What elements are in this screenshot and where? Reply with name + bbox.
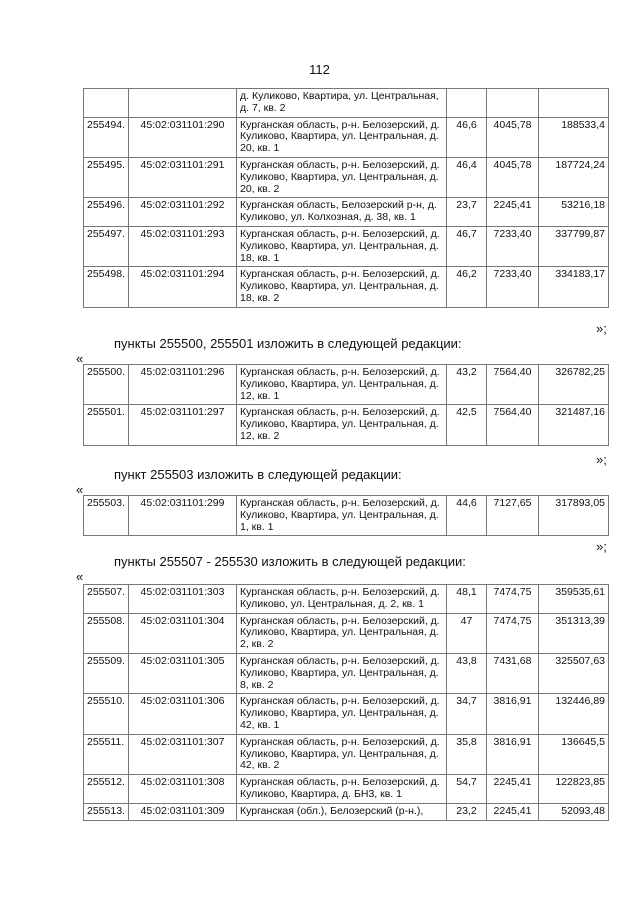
row-number-cell: 255496.: [84, 198, 129, 227]
unit-price-cell: 4045,78: [487, 117, 539, 157]
row-number-cell: [84, 89, 129, 118]
table-row: [84, 267, 609, 307]
address-cell: д. Куликово, Квартира, ул. Центральная, д. 7, кв. 2: [237, 89, 447, 118]
area-cell: 46,7: [447, 226, 487, 266]
row-number-cell: 255501.: [84, 405, 129, 445]
address-cell: Курганская область, р-н. Белозерский, д. Куликово, Квартира, ул. Центральная, д. 20, кв. 1: [237, 117, 447, 157]
address-cell: Курганская область, р-н. Белозерский, д. Куликово, Квартира, ул. Центральная, д. 1, кв. 1: [237, 496, 447, 536]
cadastral-number-cell: 45:02:031101:308: [129, 775, 237, 804]
area-cell: 46,2: [447, 267, 487, 307]
address-cell: Курганская область, р-н. Белозерский, д. Куликово, Квартира, д. БН3, кв. 1: [237, 775, 447, 804]
page-number: 112: [309, 62, 330, 77]
row-number-cell: 255512.: [84, 775, 129, 804]
cadastral-value-cell: 351313,39: [539, 613, 609, 653]
row-number-cell: 255507.: [84, 585, 129, 614]
unit-price-cell: 7474,75: [487, 585, 539, 614]
table-row: [84, 734, 609, 774]
area-cell: 43,8: [447, 653, 487, 693]
cadastral-value-cell: 52093,48: [539, 803, 609, 820]
unit-price-cell: 7233,40: [487, 226, 539, 266]
address-cell: Курганская область, р-н. Белозерский, д. Куликово, Квартира, ул. Центральная, д. 42, кв. 2: [237, 734, 447, 774]
registry-table: [83, 495, 609, 536]
address-cell: Курганская область, р-н. Белозерский, д. Куликово, Квартира, ул. Центральная, д. 20, кв. 2: [237, 157, 447, 197]
cadastral-value-cell: 317893,05: [539, 496, 609, 536]
row-number-cell: 255508.: [84, 613, 129, 653]
table-row: [84, 496, 609, 536]
cadastral-number-cell: 45:02:031101:290: [129, 117, 237, 157]
table-row: [84, 89, 609, 118]
cadastral-value-cell: 334183,17: [539, 267, 609, 307]
row-number-cell: 255503.: [84, 496, 129, 536]
unit-price-cell: 7564,40: [487, 365, 539, 405]
cadastral-value-cell: 321487,16: [539, 405, 609, 445]
area-cell: 43,2: [447, 365, 487, 405]
registry-table: [83, 88, 609, 308]
cadastral-number-cell: 45:02:031101:304: [129, 613, 237, 653]
unit-price-cell: 4045,78: [487, 157, 539, 197]
cadastral-value-cell: 326782,25: [539, 365, 609, 405]
cadastral-number-cell: 45:02:031101:291: [129, 157, 237, 197]
unit-price-cell: 3816,91: [487, 694, 539, 734]
area-cell: 23,7: [447, 198, 487, 227]
cadastral-number-cell: 45:02:031101:305: [129, 653, 237, 693]
unit-price-cell: 2245,41: [487, 198, 539, 227]
area-cell: 46,6: [447, 117, 487, 157]
opening-quote: «: [76, 351, 84, 366]
cadastral-number-cell: [129, 89, 237, 118]
cadastral-number-cell: 45:02:031101:293: [129, 226, 237, 266]
cadastral-value-cell: 53216,18: [539, 198, 609, 227]
closing-quote: »;: [596, 452, 607, 467]
row-number-cell: 255511.: [84, 734, 129, 774]
table-row: [84, 653, 609, 693]
opening-quote: «: [76, 482, 84, 497]
area-cell: 34,7: [447, 694, 487, 734]
area-cell: [447, 89, 487, 118]
table-row: [84, 365, 609, 405]
address-cell: Курганская область, р-н. Белозерский, д. Куликово, Квартира, ул. Центральная, д. 42, кв. 1: [237, 694, 447, 734]
cadastral-value-cell: 359535,61: [539, 585, 609, 614]
area-cell: 48,1: [447, 585, 487, 614]
unit-price-cell: 2245,41: [487, 803, 539, 820]
amendment-paragraph: пункты 255507 - 255530 изложить в следующей редакции:: [114, 554, 466, 569]
unit-price-cell: 7474,75: [487, 613, 539, 653]
table-row: [84, 803, 609, 820]
table-row: [84, 775, 609, 804]
address-cell: Курганская область, р-н. Белозерский, д. Куликово, Квартира, ул. Центральная, д. 8, кв. 2: [237, 653, 447, 693]
closing-quote: »;: [596, 539, 607, 554]
closing-quote: »;: [596, 321, 607, 336]
area-cell: 47: [447, 613, 487, 653]
unit-price-cell: 7233,40: [487, 267, 539, 307]
unit-price-cell: 7127,65: [487, 496, 539, 536]
table-row: [84, 226, 609, 266]
cadastral-value-cell: 136645,5: [539, 734, 609, 774]
row-number-cell: 255494.: [84, 117, 129, 157]
cadastral-value-cell: [539, 89, 609, 118]
row-number-cell: 255498.: [84, 267, 129, 307]
row-number-cell: 255510.: [84, 694, 129, 734]
opening-quote: «: [76, 569, 84, 584]
cadastral-value-cell: 122823,85: [539, 775, 609, 804]
table-row: [84, 405, 609, 445]
cadastral-number-cell: 45:02:031101:303: [129, 585, 237, 614]
cadastral-number-cell: 45:02:031101:299: [129, 496, 237, 536]
unit-price-cell: 3816,91: [487, 734, 539, 774]
address-cell: Курганская область, р-н. Белозерский, д. Куликово, ул. Центральная, д. 2, кв. 1: [237, 585, 447, 614]
address-cell: Курганская область, р-н. Белозерский, д. Куликово, Квартира, ул. Центральная, д. 12, кв. 1: [237, 365, 447, 405]
row-number-cell: 255509.: [84, 653, 129, 693]
address-cell: Курганская (обл.), Белозерский (р-н.),: [237, 803, 447, 820]
table-row: [84, 157, 609, 197]
row-number-cell: 255497.: [84, 226, 129, 266]
area-cell: 42,5: [447, 405, 487, 445]
cadastral-number-cell: 45:02:031101:306: [129, 694, 237, 734]
cadastral-number-cell: 45:02:031101:294: [129, 267, 237, 307]
cadastral-value-cell: 325507,63: [539, 653, 609, 693]
cadastral-number-cell: 45:02:031101:309: [129, 803, 237, 820]
row-number-cell: 255513.: [84, 803, 129, 820]
address-cell: Курганская область, р-н. Белозерский, д. Куликово, Квартира, ул. Центральная, д. 2, кв. 2: [237, 613, 447, 653]
amendment-paragraph: пункты 255500, 255501 изложить в следующей редакции:: [114, 336, 462, 351]
unit-price-cell: 2245,41: [487, 775, 539, 804]
cadastral-value-cell: 187724,24: [539, 157, 609, 197]
table-row: [84, 198, 609, 227]
address-cell: Курганская область, Белозерский р-н, д. Куликово, ул. Колхозная, д. 38, кв. 1: [237, 198, 447, 227]
area-cell: 54,7: [447, 775, 487, 804]
area-cell: 35,8: [447, 734, 487, 774]
cadastral-value-cell: 337799,87: [539, 226, 609, 266]
unit-price-cell: [487, 89, 539, 118]
row-number-cell: 255500.: [84, 365, 129, 405]
unit-price-cell: 7431,68: [487, 653, 539, 693]
unit-price-cell: 7564,40: [487, 405, 539, 445]
row-number-cell: 255495.: [84, 157, 129, 197]
table-row: [84, 613, 609, 653]
table-row: [84, 694, 609, 734]
registry-table: [83, 364, 609, 446]
table-row: [84, 117, 609, 157]
address-cell: Курганская область, р-н. Белозерский, д. Куликово, Квартира, ул. Центральная, д. 18, кв. 1: [237, 226, 447, 266]
cadastral-value-cell: 132446,89: [539, 694, 609, 734]
address-cell: Курганская область, р-н. Белозерский, д. Куликово, Квартира, ул. Центральная, д. 12, кв. 2: [237, 405, 447, 445]
area-cell: 44,6: [447, 496, 487, 536]
amendment-paragraph: пункт 255503 изложить в следующей редакции:: [114, 467, 402, 482]
cadastral-number-cell: 45:02:031101:307: [129, 734, 237, 774]
cadastral-value-cell: 188533,4: [539, 117, 609, 157]
registry-table: [83, 584, 609, 821]
cadastral-number-cell: 45:02:031101:292: [129, 198, 237, 227]
area-cell: 46,4: [447, 157, 487, 197]
table-row: [84, 585, 609, 614]
address-cell: Курганская область, р-н. Белозерский, д. Куликово, Квартира, ул. Центральная, д. 18, кв. 2: [237, 267, 447, 307]
cadastral-number-cell: 45:02:031101:297: [129, 405, 237, 445]
area-cell: 23,2: [447, 803, 487, 820]
cadastral-number-cell: 45:02:031101:296: [129, 365, 237, 405]
